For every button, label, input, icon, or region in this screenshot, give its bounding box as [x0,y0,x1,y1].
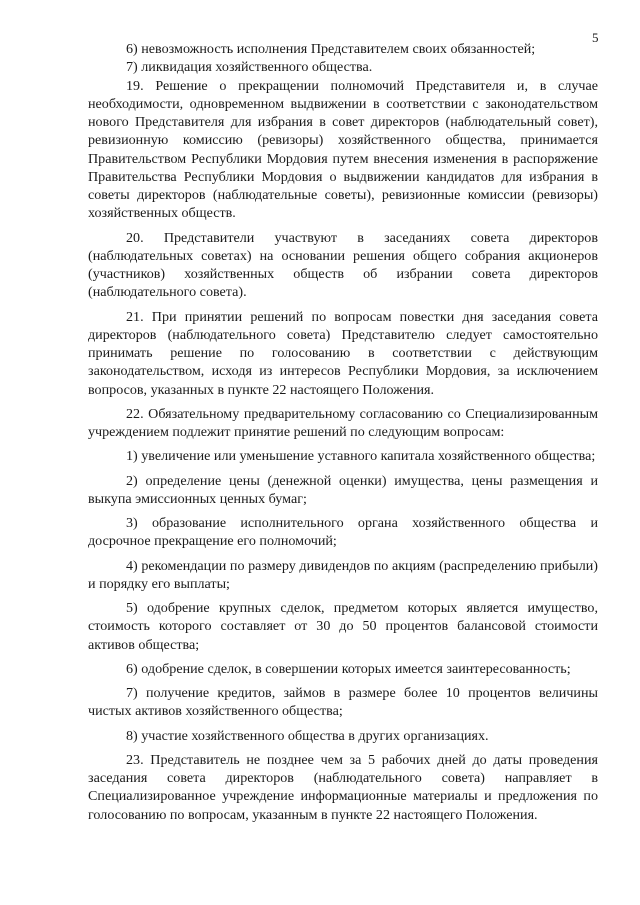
list-item: 6) невозможность исполнения Представителем своих обязанностей; [126,41,536,57]
document-body [88,40,598,824]
list-item: 4) рекомендации по размеру дивидендов по акциям (распределению прибыли) и порядку его выплаты; [88,557,598,592]
list-item: 7) ликвидация хозяйственного общества. [126,59,373,76]
paragraph-22: 22. Обязательному предварительному согласованию со Специализированным учреждением подлежит принятие решений по следующим вопросам: [88,405,598,440]
list-item: 5) одобрение крупных сделок, предметом которых является имущество, стоимость которого составляет от 30 до 50 процентов балансовой стоимости активов общества; [88,600,598,653]
paragraph-19: 19. Решение о прекращении полномочий Представителя и, в случае необходимости, одновременном выдвижении в соответствии с законодательством нового Представителя для избрания в совет директоров (наблюдательный совет), ревизионную комиссию (ревизоры) хозяйственного общества, принимается Правительством Республики Мордовия путем внесения изменения в распоряжение Правительства Республики Мордовия о выдвижении кандидатов для избрания в советы директоров (наблюдательные советы), ревизионные комиссии (ревизоры) хозяйственных обществ. [88,77,598,222]
list-item: 2) определение цены (денежной оценки) имущества, цены размещения и выкупа эмиссионных ценных бумаг; [88,472,598,507]
page-number: 5 [592,30,599,45]
list-item: 3) образование исполнительного органа хозяйственного общества и досрочное прекращение его полномочий; [88,515,598,550]
list-item: 7) получение кредитов, займов в размере более 10 процентов величины чистых активов хозяйственного общества; [88,685,598,720]
list-item: 1) увеличение или уменьшение уставного капитала хозяйственного общества; [126,448,596,465]
paragraph-20: 20. Представители участвуют в заседаниях совета директоров (наблюдательных советах) на основании решения общего собрания акционеров (участников) хозяйственных обществ об избрании совета директоров (наблюдательного совета). [88,229,598,301]
paragraph-21: 21. При принятии решений по вопросам повестки дня заседания совета директоров (наблюдательного совета) Представителю следует самостоятельно принимать решение по голосованию в соответствии с действующим законодательством, исходя из интересов Республики Мордовия, за исключением вопросов, указанных в пункте 22 настоящего Положения. [88,308,598,398]
list-item: 6) одобрение сделок, в совершении которых имеется заинтересованность; [126,660,571,677]
paragraph-23: 23. Представитель не позднее чем за 5 рабочих дней до даты проведения заседания совета директоров (наблюдательного совета) направляет в Специализированное учреждение информационные материалы и предложения по голосованию по вопросам, указанным в пункте 22 настоящего Положения. [88,751,598,823]
list-item: 8) участие хозяйственного общества в других организациях. [126,727,489,744]
